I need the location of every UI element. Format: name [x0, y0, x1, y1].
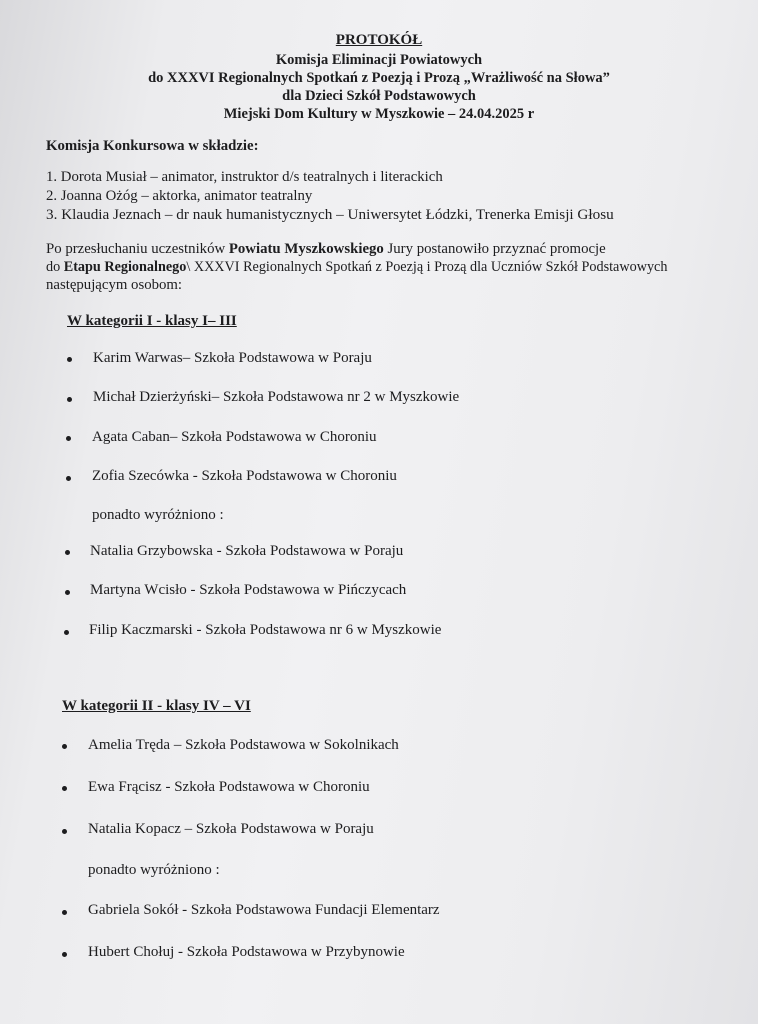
intro-line-2 [46, 258, 667, 277]
committee-member: 3. Klaudia Jeznach – dr nauk humanistycznych – Uniwersytet Łódzki, Trenerka Emisji Głosu [46, 206, 614, 223]
list-item: Agata Caban– Szkoła Podstawowa w Choroniu [92, 429, 377, 445]
bullet-icon [67, 357, 72, 362]
intro-text: do [46, 259, 64, 275]
list-item: Michał Dzierżyński– Szkoła Podstawowa nr 2 w Myszkowie [93, 389, 460, 405]
category-2-heading: W kategorii II - klasy IV – VI [62, 698, 251, 714]
list-item: Ewa Frącisz - Szkoła Podstawowa w Choroniu [88, 779, 370, 795]
header-line-audience: dla Dzieci Szkół Podstawowych [282, 88, 476, 104]
list-item: Natalia Kopacz – Szkoła Podstawowa w Poraju [88, 821, 374, 837]
document-title: PROTOKÓŁ [335, 32, 423, 48]
committee-member: 1. Dorota Musiał – animator, instruktor d/s teatralnych i literackich [46, 169, 443, 185]
intro-text: Po przesłuchaniu uczestników [46, 241, 229, 257]
bullet-icon [62, 829, 67, 834]
bullet-icon [62, 952, 67, 957]
intro-line-1 [46, 240, 606, 259]
intro-line-3: następującym osobom: [46, 277, 183, 293]
list-item: Amelia Tręda – Szkoła Podstawowa w Sokolnikach [88, 737, 399, 753]
bullet-icon [64, 630, 69, 635]
list-item: Natalia Grzybowska - Szkoła Podstawowa w Poraju [90, 543, 404, 559]
list-item: Zofia Szecówka - Szkoła Podstawowa w Choroniu [92, 468, 397, 484]
committee-member: 2. Joanna Ożóg – aktorka, animator teatralny [46, 188, 313, 204]
bullet-icon [62, 744, 67, 749]
bullet-icon [66, 476, 71, 481]
list-item: Gabriela Sokół - Szkoła Podstawowa Fundacji Elementarz [88, 902, 440, 918]
distinction-label: ponadto wyróżniono : [92, 507, 224, 523]
bullet-icon [66, 436, 71, 441]
committee-heading: Komisja Konkursowa w składzie: [46, 138, 259, 154]
category-1-heading: W kategorii I - klasy I– III [67, 313, 237, 329]
list-item: Hubert Chołuj - Szkoła Podstawowa w Przybynowie [88, 944, 405, 960]
header-line-venue-date: Miejski Dom Kultury w Myszkowie – 24.04.2025 r [223, 106, 535, 122]
bullet-icon [65, 550, 70, 555]
intro-text: \ XXXVI Regionalnych Spotkań z Poezją i Prozą dla Uczniów Szkół Podstawowych [186, 259, 668, 275]
bullet-icon [62, 786, 67, 791]
intro-text: Jury postanowiło przyznać promocje [383, 241, 606, 257]
list-item: Filip Kaczmarski - Szkoła Podstawowa nr 6 w Myszkowie [89, 622, 442, 638]
bullet-icon [65, 590, 70, 595]
intro-stage: Etapu Regionalnego [63, 259, 187, 275]
list-item: Martyna Wcisło - Szkoła Podstawowa w Pińczycach [90, 582, 407, 598]
distinction-label: ponadto wyróżniono : [88, 862, 220, 878]
header-line-event: do XXXVI Regionalnych Spotkań z Poezją i Prozą „Wrażliwość na Słowa” [148, 70, 610, 86]
header-line-commission: Komisja Eliminacji Powiatowych [275, 52, 483, 68]
list-item: Karim Warwas– Szkoła Podstawowa w Poraju [93, 350, 372, 366]
intro-district: Powiatu Myszkowskiego [228, 241, 384, 257]
bullet-icon [62, 910, 67, 915]
bullet-icon [67, 397, 72, 402]
